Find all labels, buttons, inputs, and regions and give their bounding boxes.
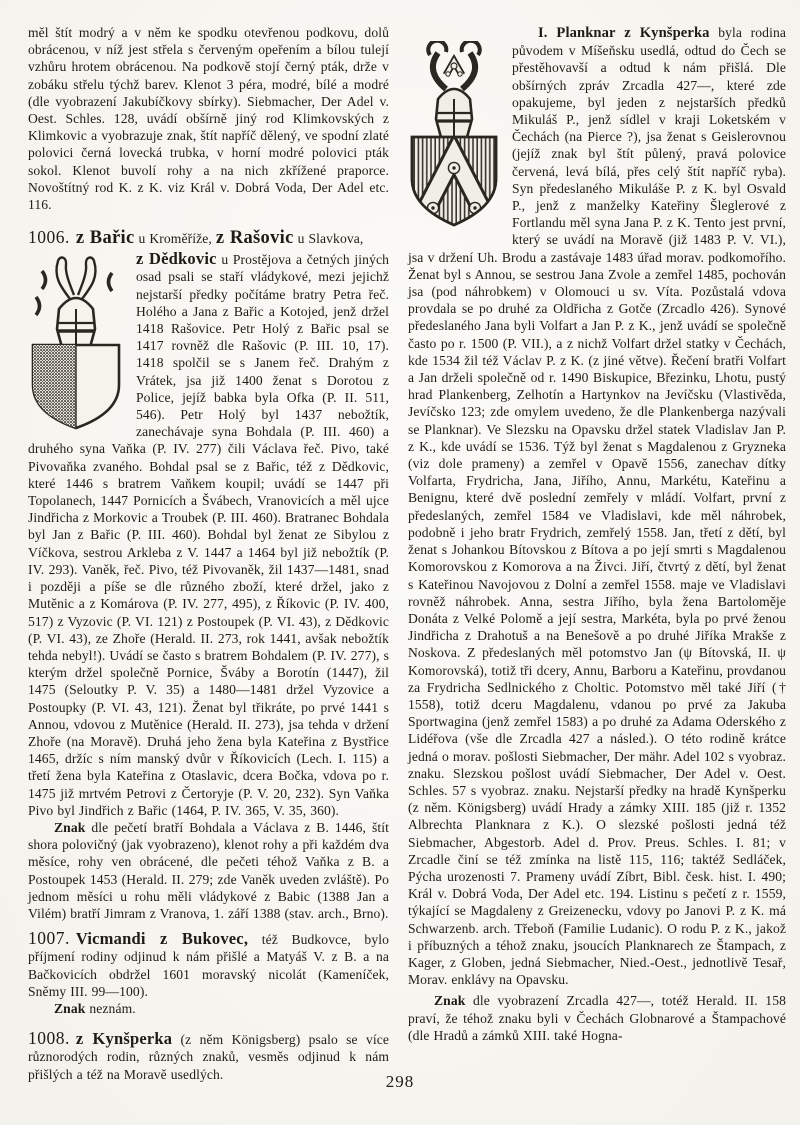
entry-1006	[28, 226, 389, 922]
planknar-heading: I. Planknar z Kynšperka	[538, 25, 710, 41]
znak-label: Znak	[54, 1000, 86, 1016]
znak-label: Znak	[54, 819, 86, 835]
entry-1006-heading	[28, 226, 389, 250]
heading-text: u Kroměříže,	[134, 231, 216, 247]
entry-number: 1008.	[28, 1028, 70, 1049]
planknar-arms-illustration	[408, 41, 500, 229]
znak-label: Znak	[434, 993, 466, 1009]
znak-text: neznám.	[85, 1000, 136, 1016]
family-name-rasovic: z Rašovic	[215, 228, 294, 249]
heading-text: u Slavkova,	[293, 231, 364, 247]
entry-number: 1007.	[28, 928, 70, 949]
entry-1006-text: u Prostějova a četných jiných osad psali se staří vládykové, mezi jejichž nejstarší předky počítáme bratry Petra řeč. Holého a Jana z Bařic a Kotojed, jenž držel 1418 Rašovice. Petr Holý z Bařic psal se 1417 rovněž dle Rašovic (P. III. 10, 17). 1418 spolčil se s Janem řeč. Drahým z Vrátek, jsa již 1400 ženat s Dorotou z Police, jejíž babka byla Ofka (P. II. 511, 546). Petr Holý byl 1437 nebožtík, zanechávaje syna Bohdala (P. III. 460) a druhého syna Vaňka (P. IV. 277) čili Václava řeč. Pivo, také Pivovaňka zvaného. Bohdal psal se z Bařic, též z Dědkovic, které 1446 s bratrem Vaňkem koupil; uvádí se 1447 při Topolanech, 1447 Pornicích a Švábech, Vranovicích a měl ujce Jindřicha z Morkovic a Troubek (P. III. 460). Bratranec Bohdala byl Jan z Bařic (P. III. 460). Bohdal byl ženat ze Sibylou z Víčkova, sestrou Arkleba z V. 1447 a 1464 byl již nebožtík (P. IV. 293). Vaněk, řeč. Pivo, též Pivovaněk, žil 1437—1481, snad i později a píše se dle různého zboží, které držel, jako z Mutěnic a z Komárova (P. IV. 277, 495), z Říkovic (P. IV. 400, 517) z Vyzovic (P. VI. 121) z Postoupek (P. VI. 43), z Dědkovic (P. VI. 43), ze Zhoře (Herald. II. 273, rok 1441, avšak nebožtík tehda nebyl!). Uvádí se často s bratrem Bohdalem (P. IV. 277), s kterým držel společně Pornice, Šváby a Borotín (1447), žil 1475 (Seloutky P. V. 35) a 1480—1481 držel Vyzovice a Postoupky (P. VI. 43, 121). Ženat byl třikráte, po prvé 1441 s Annou, vdovou z Mutěnice (Herald. II. 273), jsa tehda v držení Zhoře (na Moravě). Druhá jeho žena byla Kateřina z Bystřice 1465, držíc s ním manský dvůr v Říkovicích (Lech. I. 115) a třetí žena byla Kateřina z Otaslavic, dcera Bočka, vdova po r. 1475 již mrtvém Petrovi z Čertoryje (P. V. 20, 232). Syn Vaňka Pivo byl Jindřich z Bařic (1464, P. IV. 365, V. 35, 360).	[28, 252, 389, 818]
family-name-dedkovic: z Dědkovic	[136, 249, 217, 269]
coat-of-arms-woodcut-planknar	[408, 41, 500, 229]
entry-1006-znak	[28, 819, 389, 922]
entry-number: 1006.	[28, 227, 70, 248]
family-name-vicmandi: Vicmandi z Bukovec,	[75, 929, 249, 949]
znak-text: dle vyobrazení Zrcadla 427—, totéž Herald. II. 158 praví, že téhož znaku byli v Čechách Globnarové a Štampachové (dle Hradů a zámků XIII. také Hogna-	[408, 993, 786, 1043]
right-column	[408, 24, 786, 1083]
baric-arms-illustration	[28, 253, 124, 431]
coat-of-arms-woodcut-baric	[28, 253, 124, 431]
entry-1007-znak	[28, 1000, 389, 1017]
text-columns	[28, 24, 786, 1083]
entry-1007-body	[28, 930, 389, 1000]
entry-1006-body	[28, 250, 389, 819]
paragraph-continuation	[28, 24, 389, 213]
entry-1007	[28, 930, 389, 1017]
planknar-body	[408, 24, 786, 988]
entry-1007-text: též Budkovce, bylo příjmení rodiny odjinud k nám přišlé a Matyáš V. z B. a na Bačkovicích obdržel 1601 moravský nicolát (Kameníček, Sněmy III. 99—100).	[28, 932, 390, 999]
znak-text: dle pečetí bratří Bohdala a Václava z B. 1446, štít shora polovičný (jak vyobrazeno), klenot rohy a při každém dva měsíce, rohy ven obrácené, dle pečeti téhož Vaňka z B. a Postoupek 1453 (Herald. II. 279; zde Vaněk uveden zvláště). Po jednom měsíci u rohu měli vládykové z Babic (1388 Jan a Vilém) bratří Jimram z Vranova, 1. září 1388 (stav. arch., Brno).	[28, 819, 389, 921]
family-name-kynsperka: z Kynšperka	[75, 1029, 173, 1049]
entry-1008-text: (z něm Königsberg) psalo se více různorodých rodin, různých znaků, vesměs odjinud k nám přišlých a též na Moravě usedlých.	[28, 1032, 389, 1082]
family-name-baric: z Bařic	[75, 228, 135, 249]
page-number: 298	[385, 1072, 415, 1091]
left-column	[28, 24, 389, 1083]
planknar-text: byla rodina původem v Míšeňsku usedlá, odtud do Čech se přestěhovavší a odtud k nám přišlá. Dle obšírných zpráv Zrcadla 427—, které zde opakujeme, byl jeden z nejstarších předků Mikuláš P., jenž sídlel v kraji Loketském v Čechách (na Pierce ?), jsa ženat s Geislerovnou (jejíž znak byl štít půlený, pravá polovice červená, levá bílá, přes celý štít napříč ryba). Syn předeslaného Mikuláše P. z K. byl Osvald P., jenž z manželky Kateřiny Šleglerové z Fortlandu měl syna Jana P. z K. Tento jest první, který se uvádí na Moravě (již 1483 P. V. VI.), jsa v držení Uh. Brodu a zastávaje 1483 úřad morav. podkomořího. Ženat byl s Annou, se sestrou Jana Zvole a zemřel 1485, pochován jsa (pod náhrobkem) v Olomouci u sv. Víta. Pozůstalá vdova provdala se po druhé za Oldřicha z Gotče (Zrcadlo 426). Synové předeslaného Jana byli Volfart a Jan P. z K., jenž uvádí se společně často po r. 1500 (P. VII.), a z nichž Volfart držel statky v Čechách, kde 1534 žil též Václav P. z K. (z jiné větve). Řečení bratři Volfart a Jan drželi společně od r. 1490 Biskupice, Březinku, Lhotu, pustý hrad Plankenberg, Zelhotín a Hartynkov na Jevíčsku (Vlastivěda, Jevíčsko 123; zde omylem uvedeno, že dle Plankenberga nazývali se Planknar). Ve Slezsku na Opavsku držel statek Vladislav Jan P. z K., kde uvádí se 1536. Týž byl ženat s Magdalenou z Gryzneka (viz dole prameny) a zemřel v Opavě 1556, zanechav dítky Volfarta, Frydricha, Jana, Jiřího, Annu, Markétu, Kateřinu a Benignu, které dvě poslední zemřely v mládí. Volfart, první z předeslaných, zemřel 1584 ve Vladislavi, kde měl náhrobek, podobně i jeho bratr Frydrich, zemřelý 1558. Jan, třetí z dětí, byl ženat s Johankou Bítovskou z Bítova a po její smrti s Magdalenou Komorovskou z Komorova a na Živci. Jiří, čtvrtý z dětí, byl ženat s Kateřinou Navojovou z Dolní a zemřel 1558. maje ve Vladislavi rovněž náhrobek. Anna, sestra Jiřího, byla žena Bartoloměje Donáta z Velké Polomě a její sestra, Markéta, byla po prvé ženou Jindřicha z Drahotuš a na Benešově a po druhé Jiříka Mrakše z Noskova. Z předeslaných měl potomstvo Jan (ψ Bítovská, II. ψ Komorovská), totiž tři dcery, Annu, Barboru a Kateřinu, provdanou za Frydricha Sedlnického z Choltic. Potomstvo měl také Jiří († 1558), totiž dceru Magdalenu, vdanou po prvé za Jakuba Sportwagina (jenž zemřel 1583) a po druhé za Adama Oderského z Lidéřova (vše dle Zrcadla 427 a násled.). O této rodině krátce jedná o morav. pošlosti Siebmacher, Der mähr. Adel 102 s vyobraz. znaku. Slezskou pošlost uvádí Siebmacher, Der Adel v. Oest. Schles. 57 s vyobraz. znaku. Nejstarší předky na hradě Kynšperku (z něm. Königsberg) uvádí Hrady a zámky XIII. 185 (již r. 1352 Albrechta Planknara z K.). O slezské pošlosti jedná též Siebmacher, Abgestorb. Adel d. Prov. Preus. Schles. I. 81; v Zrcadle činí se též zmínka na listě 115, 116; taktéž Sedláček, Pýcha urozenosti 7. Prameny uvádí Zíbrt, Bibl. česk. hist. I. 490; Král v. Dobrá Voda, Der Adel etc. 194. Listinu s pečetí z r. 1559, týkající se Magdaleny z Greizenecku, vdovy po Janovi P. z K. má Schwarzenb. arch. Třeboň (Familie Ludanic). O rodu P. z K., jakož i příbuzných a téhož znaku, jsoucích Planknarech ze Štampach, z Kager, z Globen, jedná Siebmacher, Nied.-Oest., jednotlivě Tesař, Morav. enklávy na Opavsku.	[408, 25, 786, 988]
continuation-text: měl štít modrý a v něm ke spodku otevřenou podkovu, dolů obrácenou, v níž jest střela s červeným opeřením a bílou tulejí vzhůru hrotem obrácenou. Na podkově stojí černý pták, drže v zobáku střelu týchž barev. Klenot 3 péra, modré, bílé a modré (dle vyobrazení Jakubíčkovy sbírky). Siebmacher, Der Adel v. Oest. Schles. 128, uvádí obšírně jiný rod Klimkovských z Klimkovic a vyobrazuje znak, štít napříč dělený, ve spodní zlaté polovici černá lovecká trubka, v horní modré polovici pták sokol. Klenot buvolí rohy a na nich zkřížené praporce. Novoštítný rod K. z K. viz Král v. Dobrá Voda, Der Adel etc. 116.	[28, 25, 389, 213]
entry-planknar	[408, 24, 786, 1044]
planknar-znak	[408, 992, 786, 1044]
